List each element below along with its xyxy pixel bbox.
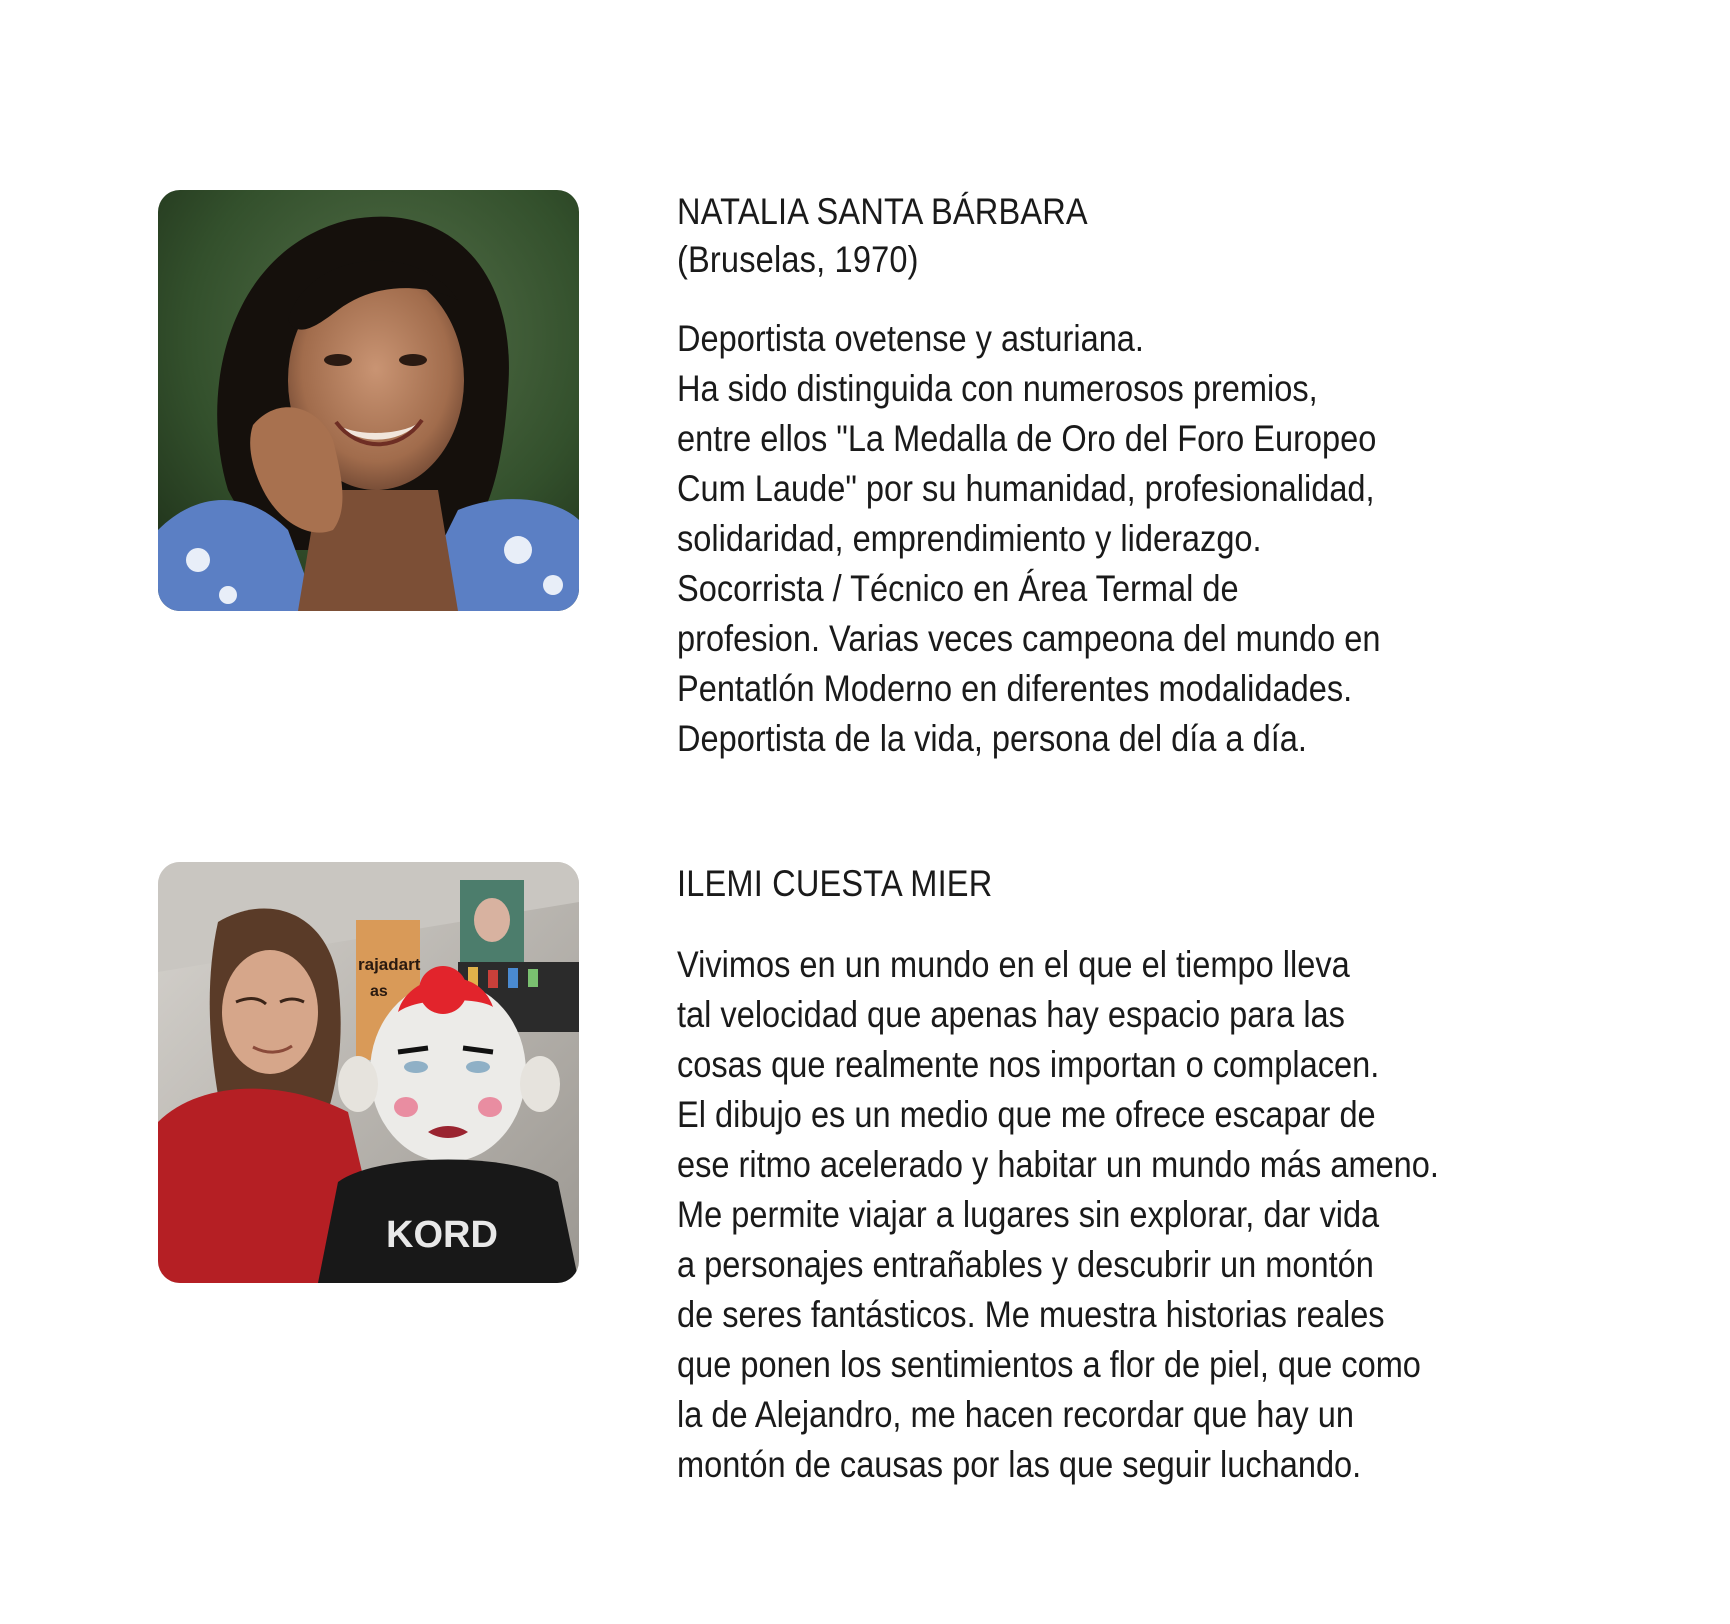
bio-line: Deportista ovetense y asturiana. xyxy=(677,318,1144,359)
portrait-photo-natalia xyxy=(158,190,579,611)
person-name: ILEMI CUESTA MIER xyxy=(677,863,993,904)
shirt-text-kord: KORD xyxy=(386,1214,498,1256)
bio-line: El dibujo es un medio que me ofrece escapar de xyxy=(677,1094,1376,1135)
bio-line: Me permite viajar a lugares sin explorar, dar vida xyxy=(677,1194,1380,1235)
bio-line: tal velocidad que apenas hay espacio para las xyxy=(677,994,1345,1035)
bio-line: Ha sido distinguida con numerosos premios, xyxy=(677,368,1318,409)
bio-line: ese ritmo acelerado y habitar un mundo más ameno. xyxy=(677,1144,1439,1185)
bio-line: la de Alejandro, me hacen recordar que hay un xyxy=(677,1394,1354,1435)
portrait-photo-ilemi xyxy=(158,862,579,1283)
bio-line: Socorrista / Técnico en Área Termal de xyxy=(677,568,1239,609)
poster-text-as: as xyxy=(370,983,388,1000)
bio-paragraph xyxy=(677,314,1677,764)
bio-line: Pentatlón Moderno en diferentes modalidades. xyxy=(677,668,1353,709)
bio-line: entre ellos "La Medalla de Oro del Foro Europeo xyxy=(677,418,1377,459)
bio-line: montón de causas por las que seguir luchando. xyxy=(677,1444,1362,1485)
bio-text-natalia xyxy=(677,188,1677,764)
bio-line: de seres fantásticos. Me muestra historias reales xyxy=(677,1294,1385,1335)
bio-line: a personajes entrañables y descubrir un montón xyxy=(677,1244,1374,1285)
person-origin: (Bruselas, 1970) xyxy=(677,239,919,280)
bio-line: Vivimos en un mundo en el que el tiempo lleva xyxy=(677,944,1350,985)
person-name: NATALIA SANTA BÁRBARA xyxy=(677,191,1088,232)
bio-line: que ponen los sentimientos a flor de piel, que como xyxy=(677,1344,1421,1385)
bio-line: solidaridad, emprendimiento y liderazgo. xyxy=(677,518,1262,559)
bio-paragraph xyxy=(677,940,1677,1490)
bio-line: cosas que realmente nos importan o complacen. xyxy=(677,1044,1380,1085)
bio-text-ilemi xyxy=(677,860,1677,1490)
bio-line: Cum Laude" por su humanidad, profesionalidad, xyxy=(677,468,1375,509)
bio-line: profesion. Varias veces campeona del mundo en xyxy=(677,618,1381,659)
poster-text-rajadart: rajadart xyxy=(358,955,421,974)
bio-line: Deportista de la vida, persona del día a día. xyxy=(677,718,1307,759)
